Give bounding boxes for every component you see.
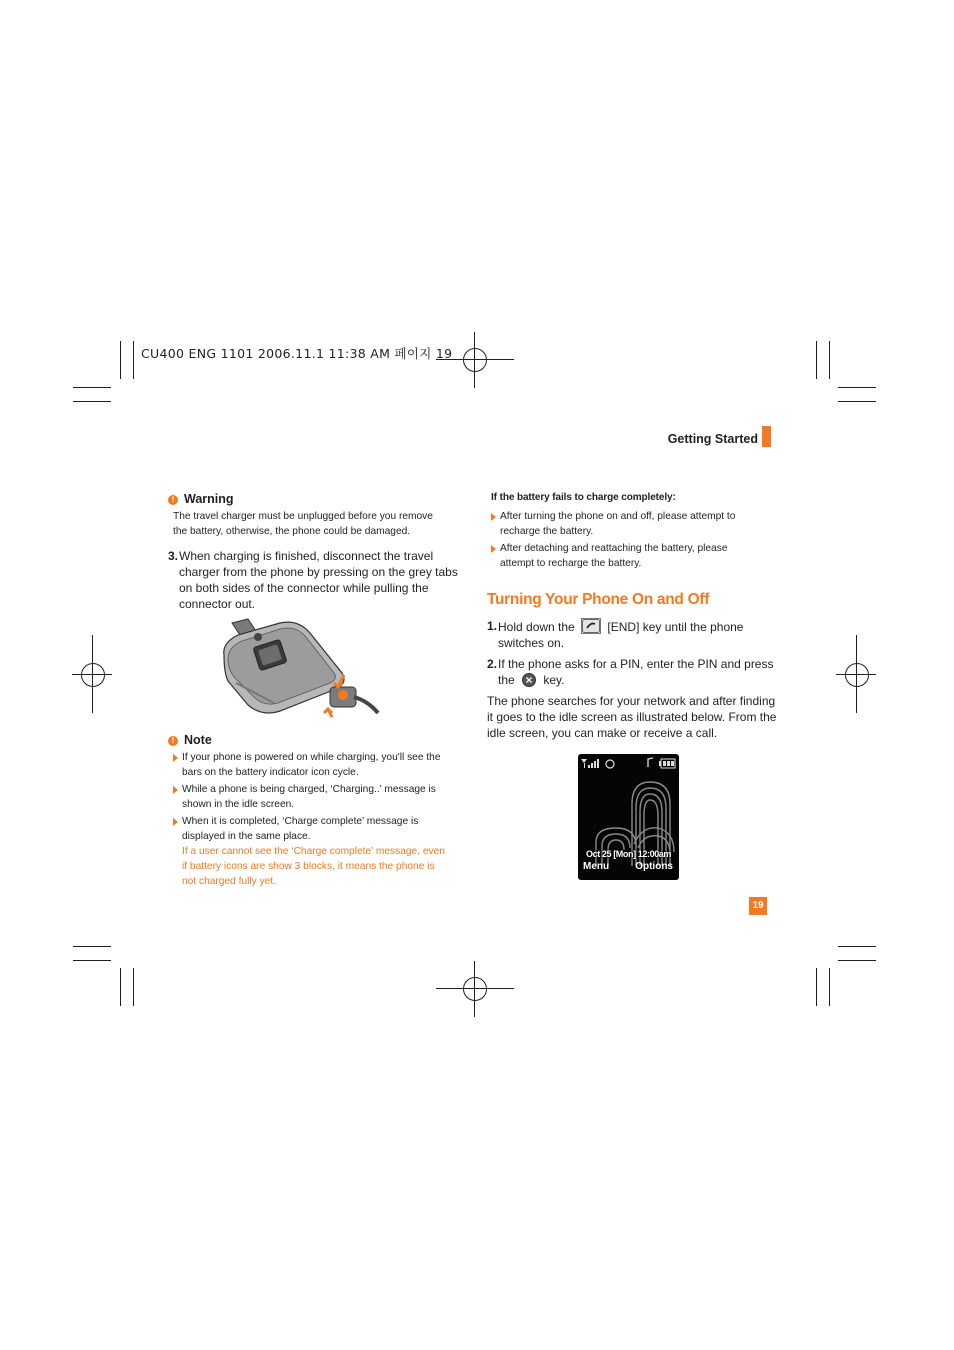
turning-steps xyxy=(487,618,777,741)
step-line xyxy=(498,672,777,688)
paragraph-line: it goes to the idle screen as illustrated below. From the xyxy=(487,710,777,724)
turning-step-2 xyxy=(487,656,777,688)
music-note-icon xyxy=(648,758,653,767)
crop-mark xyxy=(73,960,111,961)
note-line: displayed in the same place. xyxy=(182,831,311,842)
ok-key-icon xyxy=(522,673,536,687)
note-line: While a phone is being charged, ‘Charging..’ message is xyxy=(182,784,436,795)
idle-date: Oct 25 [Mon] 12:00am xyxy=(585,849,672,859)
print-slug: CU400 ENG 1101 2006.11.1 11:38 AM 페이지 19 xyxy=(141,346,453,361)
idle-screen-image xyxy=(578,754,679,880)
page-number: 19 xyxy=(749,897,767,915)
step-text: key. xyxy=(543,673,565,687)
step-number: 3. xyxy=(168,549,179,563)
orange-triangle-bullet-icon xyxy=(173,786,178,794)
note-title: Note xyxy=(184,733,212,747)
paragraph-line: The phone searches for your network and after finding xyxy=(487,694,776,708)
orange-triangle-bullet-icon xyxy=(491,545,496,553)
step-line xyxy=(498,618,777,635)
battery-fail-block xyxy=(491,492,781,571)
orange-triangle-bullet-icon xyxy=(491,513,496,521)
turning-step-1 xyxy=(487,618,777,651)
battery-fail-line: attempt to recharge the battery. xyxy=(500,558,642,569)
orange-triangle-bullet-icon xyxy=(173,818,178,826)
note-bullet xyxy=(173,750,458,780)
crop-mark xyxy=(816,968,817,1006)
exclamation-circle-icon: ! xyxy=(168,495,178,505)
turning-heading: Turning Your Phone On and Off xyxy=(487,591,710,608)
battery-fail-bullet xyxy=(491,509,781,539)
step-line: connector out. xyxy=(179,597,256,611)
crop-mark xyxy=(120,968,121,1006)
battery-fail-bullet xyxy=(491,541,781,571)
step-text: the xyxy=(498,673,515,687)
battery-fail-line: recharge the battery. xyxy=(500,526,594,537)
note-orange-line: If a user cannot see the ‘Charge complete’ message, even xyxy=(182,846,445,857)
battery-icon xyxy=(659,759,675,768)
crop-mark xyxy=(73,946,111,947)
note-bullet xyxy=(173,814,458,889)
crop-mark xyxy=(133,968,134,1006)
note-line: bars on the battery indicator icon cycle. xyxy=(182,767,359,778)
turning-paragraph xyxy=(487,693,777,741)
phone-charger-illustration xyxy=(218,617,384,721)
exclamation-circle-icon: ! xyxy=(168,736,178,746)
step-text: Hold down the xyxy=(498,620,575,634)
battery-fail-title: If the battery fails to charge completely: xyxy=(491,492,676,503)
crop-mark xyxy=(73,387,111,388)
crop-mark xyxy=(838,946,876,947)
crop-mark xyxy=(120,341,121,379)
warning-text xyxy=(168,509,458,539)
note-heading xyxy=(168,733,458,747)
charger-connector-image xyxy=(330,687,378,713)
signal-icon xyxy=(581,759,599,768)
note-orange-line: not charged fully yet. xyxy=(182,876,277,887)
section-tab xyxy=(762,426,771,447)
note-orange-line: if battery icons are show 3 blocks, it means the phone is xyxy=(182,861,435,872)
smiley-icon xyxy=(606,760,614,768)
battery-fail-line: After detaching and reattaching the battery, please xyxy=(500,543,728,554)
note-bullet xyxy=(173,782,458,812)
left-softkey: Menu xyxy=(583,861,610,872)
warning-title: Warning xyxy=(184,492,234,506)
warning-heading xyxy=(168,492,458,506)
note-line: shown in the idle screen. xyxy=(182,799,295,810)
step-number: 2. xyxy=(487,657,498,671)
paragraph-line: idle screen, you can make or receive a call. xyxy=(487,726,718,740)
section-title: Getting Started xyxy=(667,432,758,446)
crop-mark xyxy=(838,401,876,402)
right-softkey: Options xyxy=(635,861,673,872)
crop-mark xyxy=(829,968,830,1006)
step-line: switches on. xyxy=(498,636,565,650)
note-line: If your phone is powered on while charging, you'll see the xyxy=(182,752,441,763)
warning-line: the battery, otherwise, the phone could be damaged. xyxy=(173,526,411,537)
crop-mark xyxy=(133,341,134,379)
step-3 xyxy=(168,548,458,612)
warning-block xyxy=(168,492,458,539)
note-line: When it is completed, ‘Charge complete’ message is xyxy=(182,816,419,827)
step-line: charger from the phone by pressing on the grey tabs xyxy=(179,565,458,579)
note-block xyxy=(168,733,458,889)
crop-mark xyxy=(838,387,876,388)
step-line: When charging is finished, disconnect the travel xyxy=(179,549,434,563)
crop-mark xyxy=(829,341,830,379)
step-text: [END] key until the phone xyxy=(607,620,744,634)
flip-phone-image xyxy=(224,619,344,713)
step-line: on both sides of the connector while pulling the xyxy=(179,581,429,595)
end-key-icon xyxy=(581,618,601,634)
crop-mark xyxy=(838,960,876,961)
crop-mark xyxy=(816,341,817,379)
orange-triangle-bullet-icon xyxy=(173,754,178,762)
step-number: 1. xyxy=(487,619,498,633)
step-line: If the phone asks for a PIN, enter the PIN and press xyxy=(498,657,774,671)
crop-mark xyxy=(73,401,111,402)
battery-fail-line: After turning the phone on and off, please attempt to xyxy=(500,511,736,522)
warning-line: The travel charger must be unplugged before you remove xyxy=(173,511,433,522)
